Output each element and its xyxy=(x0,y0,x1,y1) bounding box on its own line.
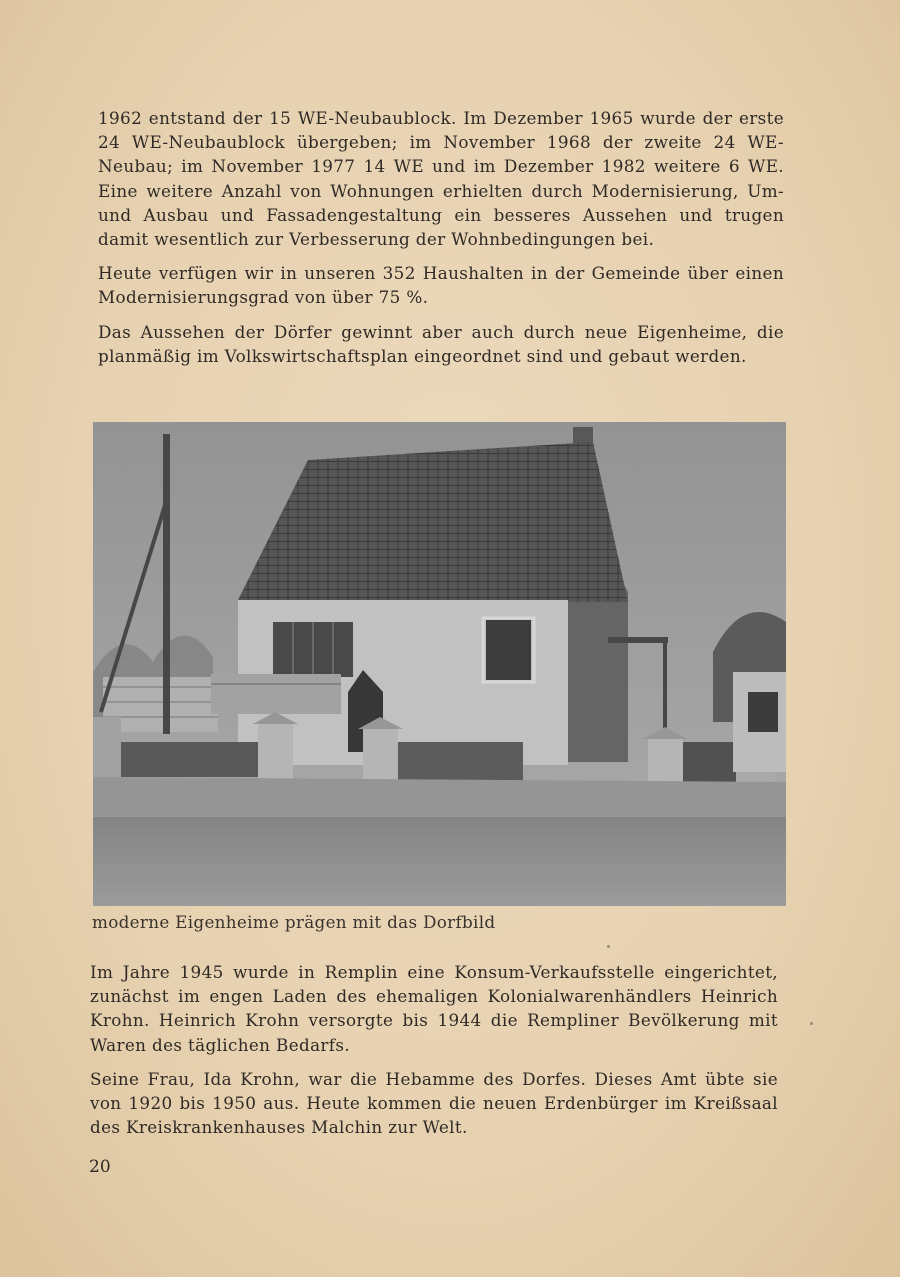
paragraph-midwife: Seine Frau, Ida Krohn, war die Hebamme des Dorfes. Dieses Amt übte sie von 1920 bis 1950 aus. Heute kommen die neuen Erdenbürger im Kreißsaal des Kreiskrankenhauses Malchin zur Welt. xyxy=(90,1068,778,1138)
paragraph-housing-construction: 1962 entstand der 15 WE-Neubaublock. Im Dezember 1965 wurde der erste 24 WE-Neubaublock übergeben; im November 1968 der zweite 24 WE-Neubau; im November 1977 14 WE und im Dezember 1982 weitere 6 WE. Eine weitere Anzahl von Wohnungen erhielten durch Modernisierung, Um- und Ausbau und Fassadengestaltung ein besseres Aussehen und trugen damit wesentlich zur Verbesserung der Wohnbedingungen bei. xyxy=(98,108,784,250)
paragraph-konsum-store: Im Jahre 1945 wurde in Remplin eine Konsum-Verkaufsstelle eingerichtet, zunächst im engen Laden des ehemaligen Kolonialwarenhändlers Heinrich Krohn. Heinrich Krohn versorgte bis 1944 die Rempliner Bevölkerung mit Waren des täglichen Bedarfs. xyxy=(90,962,778,1055)
photo-caption: moderne Eigenheime prägen mit das Dorfbild xyxy=(92,912,496,932)
page-number: 20 xyxy=(89,1157,111,1177)
paragraph-modernization-rate: Heute verfügen wir in unseren 352 Haushalten in der Gemeinde über einen Modernisierungsgrad von über 75 %. xyxy=(98,263,784,308)
bottom-text-block xyxy=(90,960,778,1149)
paper-speck xyxy=(607,945,610,948)
top-text-block xyxy=(98,106,784,378)
paragraph-new-homes: Das Aussehen der Dörfer gewinnt aber auch durch neue Eigenheime, die planmäßig im Volkswirtschaftsplan eingeordnet sind und gebaut werden. xyxy=(98,321,784,366)
house-photo xyxy=(93,422,786,906)
paper-speck xyxy=(810,1022,813,1025)
